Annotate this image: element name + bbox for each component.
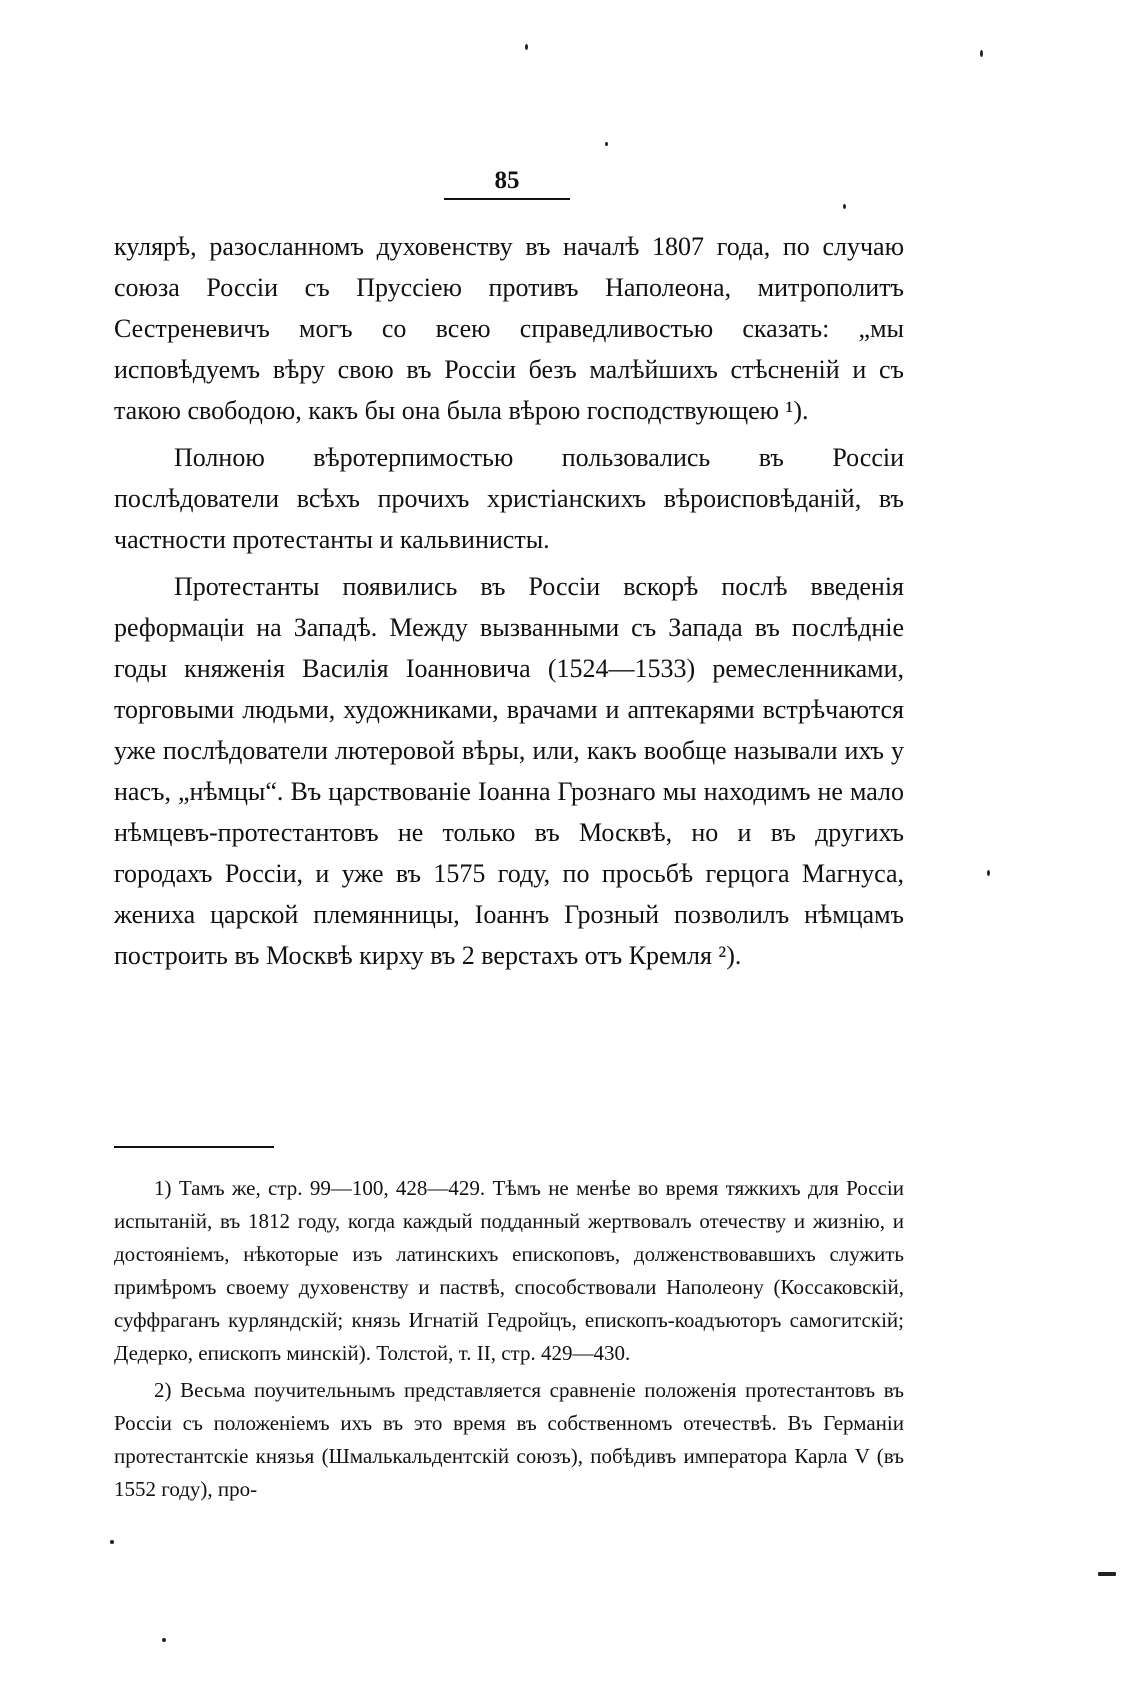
- footnote-1: 1) Тамъ же, стр. 99—100, 428—429. Тѣмъ не менѣе во время тяжкихъ для Россіи испытаній, въ 1812 году, когда каждый подданный жертвовалъ отечеству и жизнію, и достояніемъ, нѣкоторые изъ латинскихъ епископовъ, долженствовавшихъ служить примѣромъ своему духовенству и паствѣ, способствовали Наполеону (Коссаковскій, суффраганъ курляндскій; князь Игнатій Гедройцъ, епископъ-коадъюторъ самогитскій; Дедерко, епископъ минскій). Толстой, т. II, стр. 429—430.: [114, 1176, 904, 1365]
- scan-speck: [843, 204, 846, 209]
- scan-speck: [162, 1638, 166, 1642]
- paragraph-protestants: Протестанты появились въ Россіи вскорѣ послѣ введенія реформаціи на Западѣ. Между вызванными съ Запада въ послѣдніе годы княженія Василія Іоанновича (1524—1533) ремесленниками, торговыми людьми, художниками, врачами и аптекарями встрѣчаются уже послѣдователи лютеровой вѣры, или, какъ вообще называли ихъ у насъ, „нѣмцы“. Въ царствованіе Іоанна Грознаго мы находимъ не мало нѣмцевъ-протестантовъ не только въ Москвѣ, но и въ другихъ городахъ Россіи, и уже въ 1575 году, по просьбѣ герцога Магнуса, жениха царской племянницы, Іоаннъ Грозный позволилъ нѣмцамъ построить въ Москвѣ кирху въ 2 верстахъ отъ Кремля ²).: [114, 572, 904, 970]
- scan-speck: [110, 1540, 114, 1544]
- paragraph-continued: кулярѣ, разосланномъ духовенству въ началѣ 1807 года, по случаю союза Россіи съ Пруссіею противъ Наполеона, митрополитъ Сестреневичъ могъ со всею справедливостью сказать: „мы исповѣдуемъ вѣру свою въ Россіи безъ малѣйшихъ стѣсненій и съ такою свободою, какъ бы она была вѣрою господствующею ¹).: [114, 232, 904, 425]
- footnote-2: 2) Весьма поучительнымъ представляется сравненіе положенія протестантовъ въ Россіи съ положеніемъ ихъ въ это время въ собственномъ отечествѣ. Въ Германіи протестантскіе князья (Шмалькальдентскій союзъ), побѣдивъ императора Карла V (въ 1552 году), про-: [114, 1378, 904, 1501]
- scan-speck: [987, 870, 990, 876]
- footnote-separator: [114, 1146, 274, 1148]
- footnotes: [114, 1172, 904, 1510]
- page-number-rule: [444, 198, 570, 200]
- scan-speck: [525, 44, 528, 50]
- page-number: 85: [494, 167, 520, 194]
- scan-speck: [980, 50, 983, 57]
- scan-speck: [1098, 1572, 1116, 1576]
- paragraph-tolerance: Полною вѣротерпимостью пользовались въ Россіи послѣдователи всѣхъ прочихъ христіанскихъ вѣроисповѣданій, въ частности протестанты и кальвинисты.: [114, 443, 904, 554]
- scan-speck: [605, 142, 608, 146]
- main-text: [114, 226, 904, 982]
